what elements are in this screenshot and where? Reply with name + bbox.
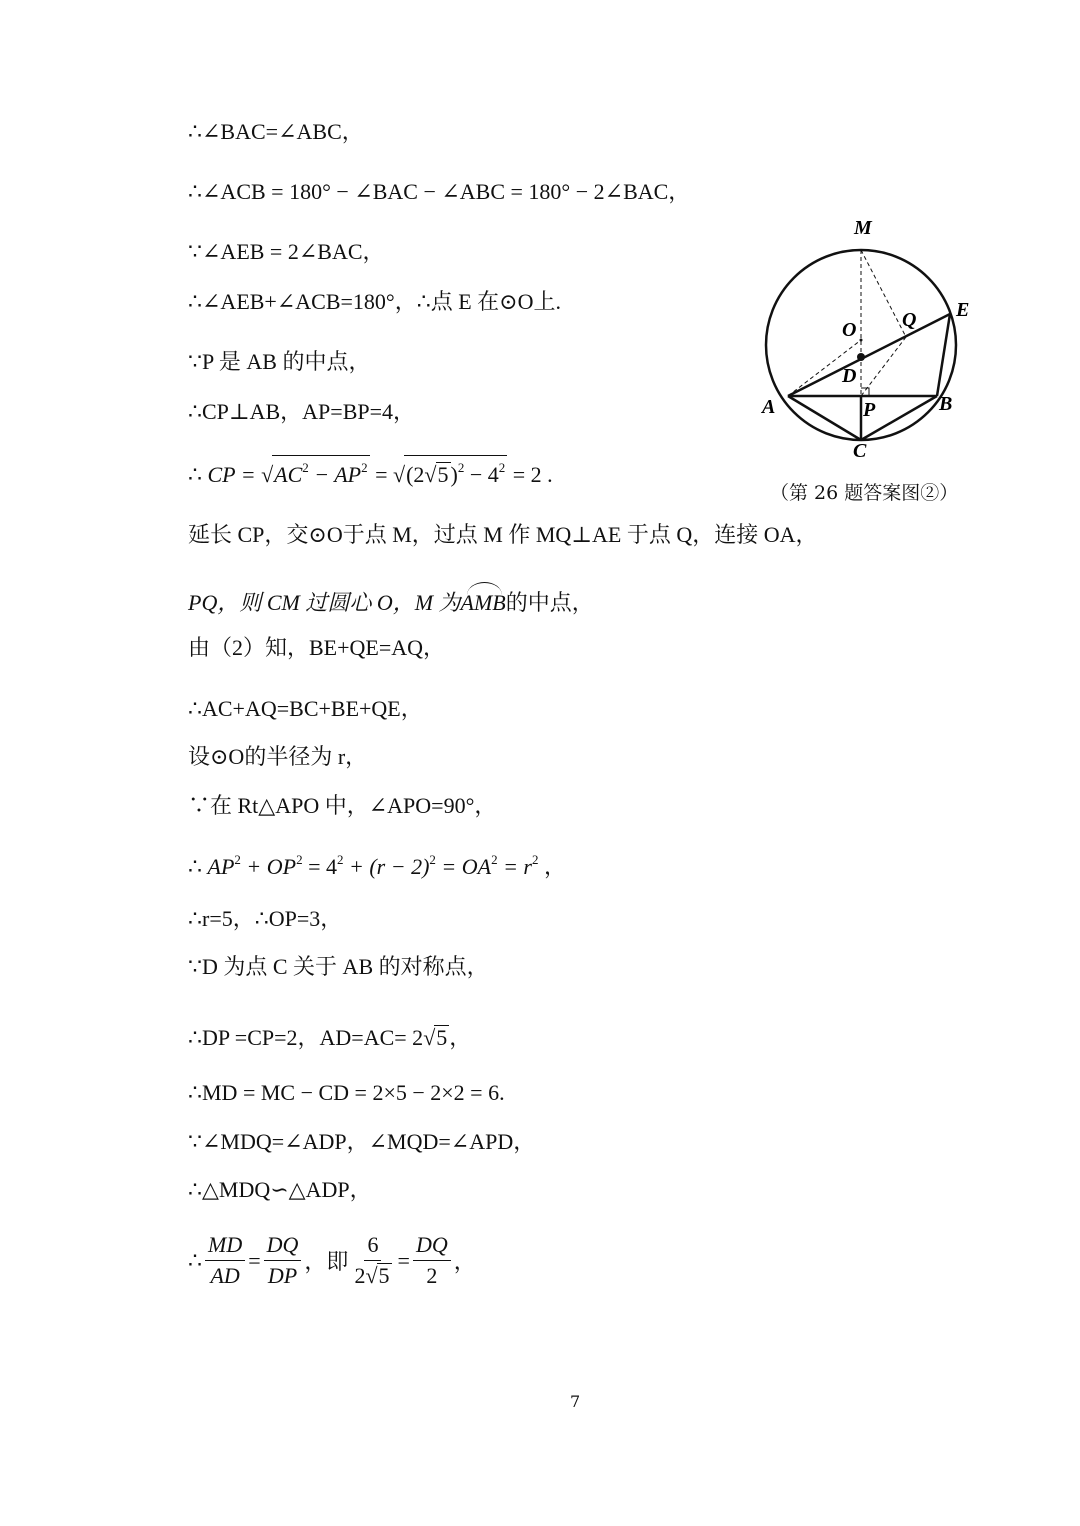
pq-line	[188, 588, 594, 618]
oa-term: = OA	[435, 854, 492, 879]
label-c: C	[853, 440, 867, 462]
point-d	[857, 353, 865, 361]
text-line-4: ∴∠AEB+∠ACB=180°，∴点 E 在⊙O上.	[188, 289, 561, 314]
label-m: M	[854, 217, 872, 239]
label-d: D	[842, 365, 857, 387]
fraction-md-ad: $\frac{MD}{AD}$	[205, 1230, 245, 1291]
op-term: + OP	[240, 854, 297, 879]
ap-equation: ∴ $AP^2 + OP^2 = 4^2 + (r - 2)^2 = OA^2 = r^2$ ，	[188, 852, 566, 879]
dashed-qp	[861, 337, 906, 396]
dp-line: ∴DP =CP=2，AD=AC= 2√5，	[188, 1025, 472, 1050]
four-term: = 4	[302, 854, 337, 879]
cp-equation: ∴ CP = $√AC^2 - AP^2 = √(2√5)^2 - 4^2 = 2$ .	[188, 455, 553, 490]
text-line-6: ∴CP⊥AB，AP=BP=4，	[188, 399, 416, 424]
cp-rad-ap: − AP	[308, 462, 362, 487]
cp-rad2-post: )	[450, 462, 458, 487]
ratio-mid: ，即	[304, 1249, 349, 1274]
label-a: A	[762, 396, 776, 418]
ratio-line: ∴ $\frac{MD}{AD}$ = $\frac{DQ}{DP}$ ，即 $\frac{6}{2√5}$ = $\frac{DQ}{2}$ ，	[188, 1230, 476, 1291]
text-line-7: 延长 CP，交⊙O于点 M，过点 M 作 MQ⊥AE 于点 Q，连接 OA，	[188, 522, 818, 547]
cp-lhs: CP =	[207, 462, 256, 487]
pq-line-b: 的中点，	[505, 590, 594, 615]
fraction-6-2sqrt5: $\frac{6}{2√5}$	[354, 1232, 390, 1288]
ap-tail: ，	[543, 854, 566, 879]
ap-term: AP	[207, 854, 235, 879]
text-line-14: ∴MD = MC − CD = 2×5 − 2×2 = 6.	[188, 1080, 505, 1105]
text-line-15: ∵∠MDQ=∠ADP，∠MQD=∠APD，	[188, 1129, 536, 1154]
therefore-symbol-2: ∴	[188, 854, 202, 879]
text-line-2: ∴∠ACB = 180° − ∠BAC − ∠ABC = 180° − 2∠BAC，	[188, 179, 691, 204]
pq-line-a: PQ，则 CM 过圆心 O，M 为	[188, 590, 461, 615]
text-line-1: ∴∠BAC=∠ABC，	[188, 119, 364, 144]
label-b: B	[939, 393, 953, 415]
text-line-8: 由（2）知，BE+QE=AQ，	[188, 635, 446, 660]
dp-rad: 5	[436, 1025, 448, 1050]
label-o: O	[842, 319, 857, 341]
label-p: P	[863, 399, 876, 421]
dashed-mq	[861, 250, 906, 337]
arc-amb: AMB	[461, 588, 506, 618]
text-line-11: ∵在 Rt△APO 中，∠APO=90°，	[188, 793, 497, 818]
r-minus-term: + (r − 2)	[343, 854, 430, 879]
text-line-10: 设⊙O的半径为 r，	[188, 744, 368, 769]
therefore-symbol-3: ∴	[188, 1247, 202, 1273]
cp-rad-ac: AC	[274, 462, 303, 487]
fraction-dq-dp: $\frac{DQ}{DP}$	[264, 1230, 302, 1291]
r-term: = r	[497, 854, 532, 879]
point-o	[860, 339, 863, 342]
label-e: E	[956, 299, 970, 321]
geometry-figure	[750, 210, 990, 480]
text-line-13: ∵D 为点 C 关于 AB 的对称点，	[188, 954, 489, 979]
segment-ae	[788, 314, 950, 396]
therefore-symbol: ∴	[188, 462, 202, 487]
cp-equals: =	[375, 462, 388, 487]
cp-rad2-pre: (2	[406, 462, 425, 487]
label-q: Q	[902, 309, 917, 331]
text-line-12: ∴r=5，∴OP=3，	[188, 906, 343, 931]
text-line-16: ∴△MDQ∽△ADP，	[188, 1177, 372, 1202]
figure-caption: （第 26 题答案图②）	[770, 482, 959, 504]
fraction-dq-2: $\frac{DQ}{2}$	[413, 1230, 451, 1291]
ratio-tail: ，	[453, 1249, 476, 1274]
cp-rad2-tail: − 4	[464, 462, 499, 487]
cp-result: = 2 .	[512, 462, 553, 487]
cp-rad2-inner: 5	[437, 462, 449, 487]
text-line-3: ∵∠AEB = 2∠BAC，	[188, 239, 385, 264]
page-number: 7	[570, 1392, 581, 1411]
dp-tail: ，	[449, 1025, 472, 1050]
dp-text: ∴DP =CP=2，AD=AC= 2	[188, 1025, 424, 1050]
text-line-9: ∴AC+AQ=BC+BE+QE，	[188, 696, 423, 721]
text-line-5: ∵P 是 AB 的中点，	[188, 349, 371, 374]
